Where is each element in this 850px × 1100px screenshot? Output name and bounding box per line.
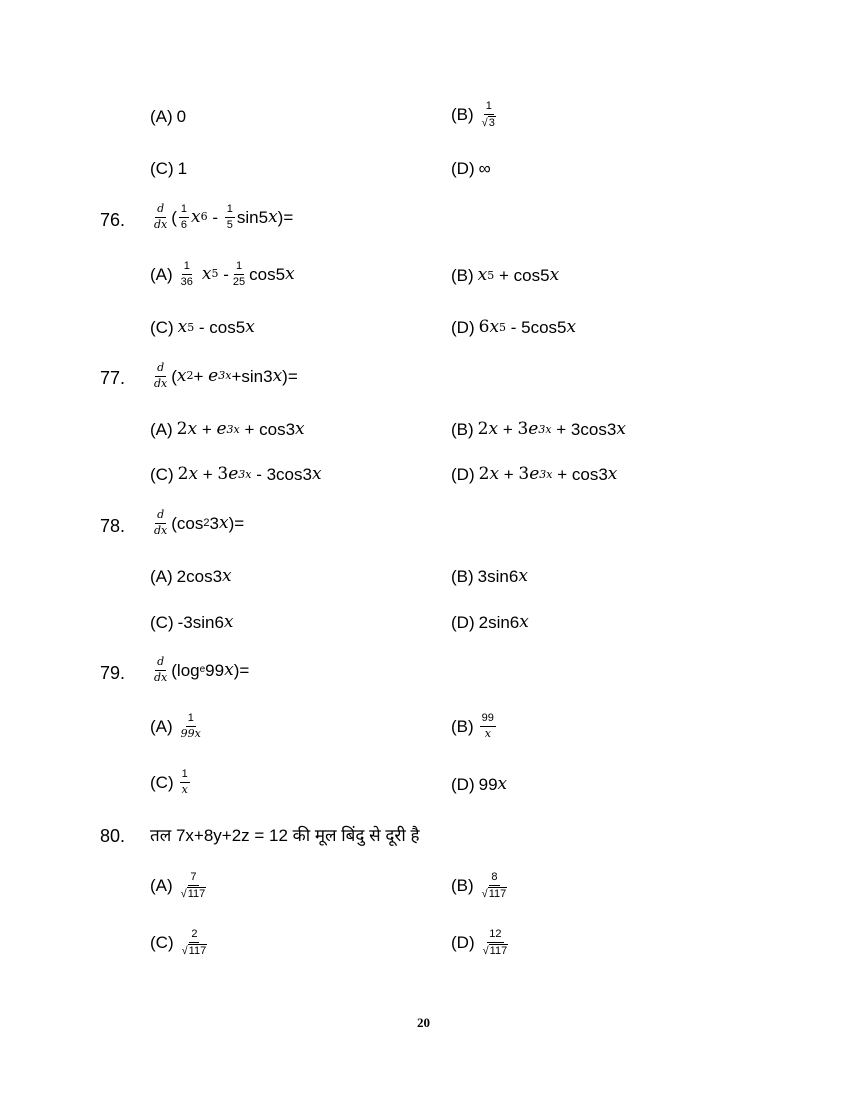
option-value: 0 bbox=[176, 107, 187, 126]
option-label: (A) bbox=[150, 107, 173, 126]
question-78-text: $\frac{d}{dx}$ (cos 2 3 x )= bbox=[154, 508, 245, 537]
derivative-operator: $\frac{d}{dx}$ bbox=[154, 202, 168, 231]
option-label: (C) bbox=[150, 159, 174, 178]
q78-option-d: (D) 2sin6 x bbox=[451, 612, 529, 632]
q78-option-b: (B) 3sin6 x bbox=[451, 566, 528, 586]
fraction: $\frac{1}{5}$ bbox=[226, 203, 233, 231]
q75-option-c bbox=[150, 160, 187, 177]
option-value: 1 bbox=[177, 159, 188, 178]
q75-option-b bbox=[451, 100, 500, 129]
fraction: $\frac{1}{99x}$ bbox=[180, 712, 201, 740]
question-number-80: 80. bbox=[100, 826, 126, 846]
question-number-76: 76. bbox=[100, 210, 126, 230]
derivative-operator: $\frac{d}{dx}$ bbox=[154, 508, 168, 537]
question-79-text: $\frac{d}{dx}$ (log e 99 x )= bbox=[154, 655, 250, 684]
q80-option-b: (B) 8 √ 117 bbox=[451, 871, 511, 900]
q78-option-c: (C) -3sin6 x bbox=[150, 612, 234, 632]
square-root: √ 117 bbox=[481, 887, 507, 900]
page-number: 20 bbox=[417, 1015, 430, 1030]
q76-option-b: (B) x 5 + cos5 x bbox=[451, 265, 560, 285]
question-80-text: तल 7x+8y+2z = 12 की मूल बिंदु से दूरी है bbox=[150, 826, 420, 845]
derivative-operator: $\frac{d}{dx}$ bbox=[154, 655, 168, 684]
fraction: $\frac{1}{36}$ bbox=[180, 260, 193, 288]
question-number-78: 78. bbox=[100, 516, 126, 536]
q76-option-c: (C) x 5 - cos5 x bbox=[150, 317, 255, 337]
square-root: √ 117 bbox=[181, 944, 207, 957]
square-root: √ 3 bbox=[481, 116, 495, 129]
option-label: (D) bbox=[451, 159, 475, 178]
q77-option-c: (C) 2 x + 3 e 3x - 3cos3 x bbox=[150, 464, 322, 484]
q77-option-d: (D) 2 x + 3 e 3x + cos3 x bbox=[451, 464, 618, 484]
q79-option-b: (B) $\frac{99}{x}$ bbox=[451, 712, 494, 740]
option-label: (B) bbox=[451, 104, 474, 124]
square-root: √ 117 bbox=[482, 944, 508, 957]
option-value: ∞ bbox=[478, 159, 491, 178]
fraction: 12 √ 117 bbox=[481, 928, 511, 957]
question-number-77: 77. bbox=[100, 368, 126, 388]
q80-option-a: (A) 7 √ 117 bbox=[150, 871, 210, 900]
q80-option-c: (C) 2 √ 117 bbox=[150, 928, 211, 957]
q79-option-c: (C) $\frac{1}{x}$ bbox=[150, 768, 188, 796]
fraction: 2 √ 117 bbox=[180, 928, 210, 957]
q80-option-d: (D) 12 √ 117 bbox=[451, 928, 512, 957]
q76-option-d: (D) 6 x 5 - 5cos5 x bbox=[451, 317, 577, 337]
q75-option-a bbox=[150, 108, 186, 125]
q76-option-a: (A) $\frac{1}{36}$ x 5 - $\frac{1}{25}$ cos5 x bbox=[150, 260, 295, 288]
q79-option-a: (A) $\frac{1}{99x}$ bbox=[150, 712, 201, 740]
q77-option-b: (B) 2 x + 3 e 3x + 3cos3 x bbox=[451, 419, 626, 439]
fraction: 1 √ 3 bbox=[480, 100, 498, 129]
fraction: $\frac{1}{6}$ bbox=[180, 203, 188, 231]
square-root: √ 117 bbox=[180, 887, 206, 900]
fraction: 7 √ 117 bbox=[179, 871, 209, 900]
q78-option-a: (A) 2cos3 x bbox=[150, 566, 232, 586]
fraction: $\frac{1}{25}$ bbox=[232, 260, 246, 288]
question-77-text: $\frac{d}{dx}$ ( x 2 + e 3x +sin3 x )= bbox=[154, 361, 298, 390]
question-number-79: 79. bbox=[100, 663, 126, 683]
q75-option-d bbox=[451, 160, 491, 177]
derivative-operator: $\frac{d}{dx}$ bbox=[154, 361, 168, 390]
q77-option-a: (A) 2 x + e 3x + cos3 x bbox=[150, 419, 305, 439]
fraction: $\frac{99}{x}$ bbox=[481, 712, 494, 740]
question-76-text: $\frac{d}{dx}$ ( $\frac{1}{6}$ x 6 - $\frac{1}{5}$ sin5 x )= bbox=[154, 202, 294, 231]
q79-option-d: (D) 99 x bbox=[451, 774, 508, 794]
fraction: 8 √ 117 bbox=[480, 871, 510, 900]
fraction: $\frac{1}{x}$ bbox=[181, 768, 188, 796]
